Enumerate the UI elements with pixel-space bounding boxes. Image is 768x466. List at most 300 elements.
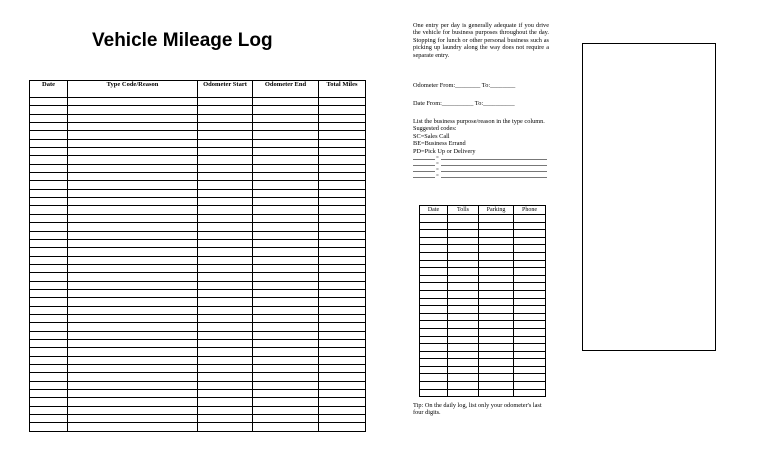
table-cell[interactable] bbox=[30, 223, 68, 231]
table-cell[interactable] bbox=[68, 114, 198, 122]
table-cell[interactable] bbox=[198, 423, 253, 431]
table-cell[interactable] bbox=[448, 389, 479, 397]
table-cell[interactable] bbox=[479, 382, 514, 390]
table-cell[interactable] bbox=[319, 264, 366, 272]
table-cell[interactable] bbox=[253, 206, 319, 214]
table-cell[interactable] bbox=[30, 373, 68, 381]
table-cell[interactable] bbox=[68, 106, 198, 114]
table-cell[interactable] bbox=[253, 231, 319, 239]
table-cell[interactable] bbox=[319, 331, 366, 339]
table-cell[interactable] bbox=[514, 344, 546, 352]
table-cell[interactable] bbox=[319, 189, 366, 197]
custom-code-line[interactable] bbox=[413, 173, 547, 179]
table-cell[interactable] bbox=[253, 273, 319, 281]
table-cell[interactable] bbox=[514, 237, 546, 245]
table-cell[interactable] bbox=[253, 98, 319, 106]
table-cell[interactable] bbox=[479, 283, 514, 291]
table-cell[interactable] bbox=[479, 313, 514, 321]
table-cell[interactable] bbox=[514, 290, 546, 298]
table-cell[interactable] bbox=[514, 374, 546, 382]
table-cell[interactable] bbox=[319, 98, 366, 106]
table-cell[interactable] bbox=[319, 181, 366, 189]
table-cell[interactable] bbox=[68, 264, 198, 272]
table-cell[interactable] bbox=[319, 206, 366, 214]
table-cell[interactable] bbox=[68, 231, 198, 239]
table-cell[interactable] bbox=[319, 173, 366, 181]
table-cell[interactable] bbox=[420, 382, 448, 390]
table-cell[interactable] bbox=[198, 314, 253, 322]
table-cell[interactable] bbox=[514, 252, 546, 260]
table-cell[interactable] bbox=[253, 348, 319, 356]
table-cell[interactable] bbox=[319, 223, 366, 231]
table-cell[interactable] bbox=[253, 148, 319, 156]
table-cell[interactable] bbox=[253, 214, 319, 222]
table-cell[interactable] bbox=[30, 256, 68, 264]
table-cell[interactable] bbox=[198, 289, 253, 297]
table-cell[interactable] bbox=[479, 389, 514, 397]
table-cell[interactable] bbox=[253, 306, 319, 314]
table-cell[interactable] bbox=[68, 239, 198, 247]
table-cell[interactable] bbox=[30, 289, 68, 297]
table-cell[interactable] bbox=[253, 423, 319, 431]
table-cell[interactable] bbox=[319, 198, 366, 206]
table-cell[interactable] bbox=[253, 156, 319, 164]
table-cell[interactable] bbox=[30, 98, 68, 106]
table-cell[interactable] bbox=[198, 248, 253, 256]
table-cell[interactable] bbox=[319, 281, 366, 289]
table-cell[interactable] bbox=[319, 423, 366, 431]
table-cell[interactable] bbox=[30, 348, 68, 356]
table-cell[interactable] bbox=[448, 321, 479, 329]
table-cell[interactable] bbox=[198, 98, 253, 106]
table-cell[interactable] bbox=[30, 406, 68, 414]
table-cell[interactable] bbox=[253, 406, 319, 414]
table-cell[interactable] bbox=[253, 223, 319, 231]
table-cell[interactable] bbox=[198, 256, 253, 264]
table-cell[interactable] bbox=[253, 189, 319, 197]
table-cell[interactable] bbox=[198, 164, 253, 172]
table-cell[interactable] bbox=[448, 336, 479, 344]
table-cell[interactable] bbox=[198, 239, 253, 247]
table-cell[interactable] bbox=[253, 248, 319, 256]
table-row bbox=[30, 423, 366, 431]
table-cell[interactable] bbox=[30, 423, 68, 431]
table-cell[interactable] bbox=[420, 336, 448, 344]
table-cell[interactable] bbox=[319, 406, 366, 414]
table-cell[interactable] bbox=[68, 373, 198, 381]
table-cell[interactable] bbox=[253, 356, 319, 364]
table-cell[interactable] bbox=[30, 181, 68, 189]
table-cell[interactable] bbox=[253, 123, 319, 131]
table-cell[interactable] bbox=[448, 252, 479, 260]
table-cell[interactable] bbox=[514, 306, 546, 314]
table-cell[interactable] bbox=[514, 389, 546, 397]
table-cell[interactable] bbox=[420, 275, 448, 283]
table-cell[interactable] bbox=[30, 164, 68, 172]
table-cell[interactable] bbox=[514, 268, 546, 276]
table-cell[interactable] bbox=[68, 356, 198, 364]
table-cell[interactable] bbox=[420, 351, 448, 359]
table-cell[interactable] bbox=[319, 106, 366, 114]
table-cell[interactable] bbox=[68, 164, 198, 172]
table-cell[interactable] bbox=[30, 198, 68, 206]
table-cell[interactable] bbox=[68, 298, 198, 306]
table-cell[interactable] bbox=[30, 239, 68, 247]
table-cell[interactable] bbox=[420, 321, 448, 329]
table-cell[interactable] bbox=[479, 290, 514, 298]
table-cell[interactable] bbox=[198, 206, 253, 214]
table-cell[interactable] bbox=[68, 306, 198, 314]
table-cell[interactable] bbox=[253, 390, 319, 398]
table-cell[interactable] bbox=[448, 344, 479, 352]
table-cell[interactable] bbox=[68, 189, 198, 197]
table-cell[interactable] bbox=[514, 321, 546, 329]
table-cell[interactable] bbox=[448, 290, 479, 298]
table-cell[interactable] bbox=[198, 106, 253, 114]
table-cell[interactable] bbox=[448, 313, 479, 321]
table-cell[interactable] bbox=[198, 415, 253, 423]
table-cell[interactable] bbox=[253, 373, 319, 381]
table-cell[interactable] bbox=[253, 381, 319, 389]
table-cell[interactable] bbox=[479, 298, 514, 306]
table-cell[interactable] bbox=[514, 245, 546, 253]
table-cell[interactable] bbox=[319, 365, 366, 373]
table-cell[interactable] bbox=[514, 351, 546, 359]
table-cell[interactable] bbox=[198, 189, 253, 197]
table-cell[interactable] bbox=[30, 298, 68, 306]
table-cell[interactable] bbox=[479, 230, 514, 238]
table-cell[interactable] bbox=[319, 123, 366, 131]
table-cell[interactable] bbox=[30, 306, 68, 314]
table-cell[interactable] bbox=[68, 273, 198, 281]
table-cell[interactable] bbox=[479, 275, 514, 283]
table-cell[interactable] bbox=[420, 366, 448, 374]
table-cell[interactable] bbox=[30, 281, 68, 289]
table-cell[interactable] bbox=[30, 139, 68, 147]
table-cell[interactable] bbox=[319, 248, 366, 256]
table-cell[interactable] bbox=[30, 206, 68, 214]
table-cell[interactable] bbox=[514, 359, 546, 367]
table-cell[interactable] bbox=[479, 344, 514, 352]
table-cell[interactable] bbox=[319, 256, 366, 264]
table-cell[interactable] bbox=[420, 328, 448, 336]
table-cell[interactable] bbox=[514, 222, 546, 230]
table-cell[interactable] bbox=[448, 366, 479, 374]
table-cell[interactable] bbox=[198, 406, 253, 414]
table-cell[interactable] bbox=[198, 398, 253, 406]
table-cell[interactable] bbox=[68, 289, 198, 297]
table-cell[interactable] bbox=[253, 256, 319, 264]
table-cell[interactable] bbox=[30, 390, 68, 398]
table-cell[interactable] bbox=[68, 314, 198, 322]
table-cell[interactable] bbox=[253, 398, 319, 406]
table-cell[interactable] bbox=[30, 148, 68, 156]
table-cell[interactable] bbox=[319, 339, 366, 347]
table-cell[interactable] bbox=[420, 298, 448, 306]
table-cell[interactable] bbox=[30, 381, 68, 389]
table-cell[interactable] bbox=[319, 156, 366, 164]
table-cell[interactable] bbox=[420, 290, 448, 298]
table-cell[interactable] bbox=[68, 206, 198, 214]
table-cell[interactable] bbox=[198, 139, 253, 147]
table-cell[interactable] bbox=[448, 275, 479, 283]
table-cell[interactable] bbox=[319, 398, 366, 406]
table-cell[interactable] bbox=[319, 114, 366, 122]
table-cell[interactable] bbox=[68, 223, 198, 231]
table-cell[interactable] bbox=[253, 239, 319, 247]
table-cell[interactable] bbox=[448, 298, 479, 306]
table-cell[interactable] bbox=[198, 381, 253, 389]
table-cell[interactable] bbox=[319, 139, 366, 147]
table-cell[interactable] bbox=[68, 198, 198, 206]
table-cell[interactable] bbox=[198, 298, 253, 306]
table-cell[interactable] bbox=[30, 365, 68, 373]
table-cell[interactable] bbox=[253, 331, 319, 339]
table-cell[interactable] bbox=[198, 173, 253, 181]
table-cell[interactable] bbox=[448, 230, 479, 238]
table-cell[interactable] bbox=[253, 298, 319, 306]
table-cell[interactable] bbox=[68, 214, 198, 222]
table-cell[interactable] bbox=[514, 382, 546, 390]
table-cell[interactable] bbox=[198, 181, 253, 189]
table-cell[interactable] bbox=[514, 215, 546, 223]
table-cell[interactable] bbox=[30, 264, 68, 272]
table-cell[interactable] bbox=[68, 398, 198, 406]
table-cell[interactable] bbox=[198, 339, 253, 347]
table-cell[interactable] bbox=[479, 336, 514, 344]
table-cell[interactable] bbox=[420, 268, 448, 276]
table-cell[interactable] bbox=[514, 260, 546, 268]
table-cell[interactable] bbox=[253, 323, 319, 331]
table-cell[interactable] bbox=[448, 268, 479, 276]
table-cell[interactable] bbox=[30, 356, 68, 364]
table-cell[interactable] bbox=[420, 252, 448, 260]
table-cell[interactable] bbox=[253, 264, 319, 272]
table-cell[interactable] bbox=[448, 374, 479, 382]
table-cell[interactable] bbox=[30, 331, 68, 339]
mileage-log-header-row bbox=[30, 81, 366, 98]
table-cell[interactable] bbox=[479, 222, 514, 230]
table-cell[interactable] bbox=[198, 114, 253, 122]
code-equals: = bbox=[436, 167, 439, 173]
table-cell[interactable] bbox=[319, 306, 366, 314]
table-cell[interactable] bbox=[198, 231, 253, 239]
table-cell[interactable] bbox=[253, 289, 319, 297]
table-cell[interactable] bbox=[198, 390, 253, 398]
table-cell[interactable] bbox=[514, 313, 546, 321]
table-cell[interactable] bbox=[198, 373, 253, 381]
table-cell[interactable] bbox=[514, 298, 546, 306]
table-cell[interactable] bbox=[514, 283, 546, 291]
table-cell[interactable] bbox=[319, 356, 366, 364]
table-cell[interactable] bbox=[30, 114, 68, 122]
table-cell[interactable] bbox=[479, 374, 514, 382]
table-cell[interactable] bbox=[479, 215, 514, 223]
table-cell[interactable] bbox=[448, 359, 479, 367]
table-cell[interactable] bbox=[420, 313, 448, 321]
table-cell[interactable] bbox=[198, 198, 253, 206]
table-cell[interactable] bbox=[68, 323, 198, 331]
table-cell[interactable] bbox=[253, 339, 319, 347]
table-cell[interactable] bbox=[68, 248, 198, 256]
table-cell[interactable] bbox=[479, 359, 514, 367]
table-cell[interactable] bbox=[30, 323, 68, 331]
table-cell[interactable] bbox=[479, 268, 514, 276]
table-cell[interactable] bbox=[448, 260, 479, 268]
table-cell[interactable] bbox=[253, 139, 319, 147]
table-cell[interactable] bbox=[514, 366, 546, 374]
table-cell[interactable] bbox=[479, 328, 514, 336]
table-cell[interactable] bbox=[68, 381, 198, 389]
table-cell[interactable] bbox=[30, 415, 68, 423]
table-cell[interactable] bbox=[420, 222, 448, 230]
table-cell[interactable] bbox=[30, 273, 68, 281]
table-cell[interactable] bbox=[514, 230, 546, 238]
table-cell[interactable] bbox=[253, 281, 319, 289]
table-cell[interactable] bbox=[198, 306, 253, 314]
table-cell[interactable] bbox=[514, 328, 546, 336]
table-cell[interactable] bbox=[198, 323, 253, 331]
table-cell[interactable] bbox=[319, 381, 366, 389]
table-cell[interactable] bbox=[198, 365, 253, 373]
table-cell[interactable] bbox=[420, 283, 448, 291]
table-cell[interactable] bbox=[198, 156, 253, 164]
table-cell[interactable] bbox=[68, 423, 198, 431]
table-cell[interactable] bbox=[319, 239, 366, 247]
table-cell[interactable] bbox=[319, 298, 366, 306]
table-cell[interactable] bbox=[448, 351, 479, 359]
table-cell[interactable] bbox=[319, 373, 366, 381]
table-cell[interactable] bbox=[253, 198, 319, 206]
table-cell[interactable] bbox=[68, 139, 198, 147]
table-cell[interactable] bbox=[30, 189, 68, 197]
table-cell[interactable] bbox=[68, 148, 198, 156]
table-cell[interactable] bbox=[420, 344, 448, 352]
table-cell[interactable] bbox=[68, 131, 198, 139]
table-cell[interactable] bbox=[448, 283, 479, 291]
table-cell[interactable] bbox=[420, 306, 448, 314]
table-cell[interactable] bbox=[30, 248, 68, 256]
table-cell[interactable] bbox=[479, 351, 514, 359]
table-cell[interactable] bbox=[68, 281, 198, 289]
table-cell[interactable] bbox=[420, 230, 448, 238]
table-cell[interactable] bbox=[68, 415, 198, 423]
table-cell[interactable] bbox=[198, 331, 253, 339]
table-cell[interactable] bbox=[68, 339, 198, 347]
table-cell[interactable] bbox=[198, 123, 253, 131]
table-cell[interactable] bbox=[253, 164, 319, 172]
table-cell[interactable] bbox=[479, 321, 514, 329]
table-cell[interactable] bbox=[479, 260, 514, 268]
table-cell[interactable] bbox=[319, 323, 366, 331]
table-cell[interactable] bbox=[30, 231, 68, 239]
table-cell[interactable] bbox=[68, 156, 198, 164]
table-cell[interactable] bbox=[319, 164, 366, 172]
table-cell[interactable] bbox=[319, 131, 366, 139]
table-cell[interactable] bbox=[198, 348, 253, 356]
table-cell[interactable] bbox=[30, 314, 68, 322]
table-cell[interactable] bbox=[198, 281, 253, 289]
table-cell[interactable] bbox=[30, 106, 68, 114]
table-cell[interactable] bbox=[68, 390, 198, 398]
table-cell[interactable] bbox=[68, 173, 198, 181]
table-cell[interactable] bbox=[319, 390, 366, 398]
table-cell[interactable] bbox=[198, 273, 253, 281]
table-cell[interactable] bbox=[30, 131, 68, 139]
table-cell[interactable] bbox=[479, 237, 514, 245]
table-cell[interactable] bbox=[319, 314, 366, 322]
table-cell[interactable] bbox=[420, 389, 448, 397]
table-cell[interactable] bbox=[479, 366, 514, 374]
table-cell[interactable] bbox=[319, 348, 366, 356]
table-cell[interactable] bbox=[30, 339, 68, 347]
table-cell[interactable] bbox=[68, 256, 198, 264]
table-cell[interactable] bbox=[319, 273, 366, 281]
table-cell[interactable] bbox=[68, 406, 198, 414]
table-cell[interactable] bbox=[319, 289, 366, 297]
table-cell[interactable] bbox=[198, 214, 253, 222]
table-cell[interactable] bbox=[68, 348, 198, 356]
table-cell[interactable] bbox=[198, 131, 253, 139]
table-cell[interactable] bbox=[420, 245, 448, 253]
table-cell[interactable] bbox=[30, 123, 68, 131]
table-cell[interactable] bbox=[420, 237, 448, 245]
table-cell[interactable] bbox=[319, 148, 366, 156]
table-cell[interactable] bbox=[448, 222, 479, 230]
table-cell[interactable] bbox=[479, 252, 514, 260]
table-cell[interactable] bbox=[448, 215, 479, 223]
table-cell[interactable] bbox=[514, 275, 546, 283]
table-cell[interactable] bbox=[30, 398, 68, 406]
table-cell[interactable] bbox=[30, 173, 68, 181]
table-cell[interactable] bbox=[253, 314, 319, 322]
table-cell[interactable] bbox=[448, 382, 479, 390]
table-cell[interactable] bbox=[319, 415, 366, 423]
table-cell[interactable] bbox=[30, 156, 68, 164]
table-cell[interactable] bbox=[253, 365, 319, 373]
table-cell[interactable] bbox=[253, 106, 319, 114]
table-cell[interactable] bbox=[448, 306, 479, 314]
table-cell[interactable] bbox=[420, 260, 448, 268]
table-cell[interactable] bbox=[253, 131, 319, 139]
table-cell[interactable] bbox=[68, 331, 198, 339]
table-cell[interactable] bbox=[479, 245, 514, 253]
table-cell[interactable] bbox=[253, 114, 319, 122]
table-cell[interactable] bbox=[319, 231, 366, 239]
table-cell[interactable] bbox=[253, 181, 319, 189]
table-cell[interactable] bbox=[448, 245, 479, 253]
table-cell[interactable] bbox=[253, 415, 319, 423]
table-cell[interactable] bbox=[68, 98, 198, 106]
table-cell[interactable] bbox=[448, 237, 479, 245]
table-cell[interactable] bbox=[420, 374, 448, 382]
table-cell[interactable] bbox=[198, 223, 253, 231]
table-cell[interactable] bbox=[479, 306, 514, 314]
table-cell[interactable] bbox=[448, 328, 479, 336]
table-cell[interactable] bbox=[514, 336, 546, 344]
table-cell[interactable] bbox=[319, 214, 366, 222]
table-cell[interactable] bbox=[420, 359, 448, 367]
table-cell[interactable] bbox=[68, 365, 198, 373]
table-cell[interactable] bbox=[198, 148, 253, 156]
table-cell[interactable] bbox=[253, 173, 319, 181]
table-cell[interactable] bbox=[68, 123, 198, 131]
table-cell[interactable] bbox=[68, 181, 198, 189]
table-cell[interactable] bbox=[198, 264, 253, 272]
table-cell[interactable] bbox=[420, 215, 448, 223]
table-cell[interactable] bbox=[30, 214, 68, 222]
table-cell[interactable] bbox=[198, 356, 253, 364]
